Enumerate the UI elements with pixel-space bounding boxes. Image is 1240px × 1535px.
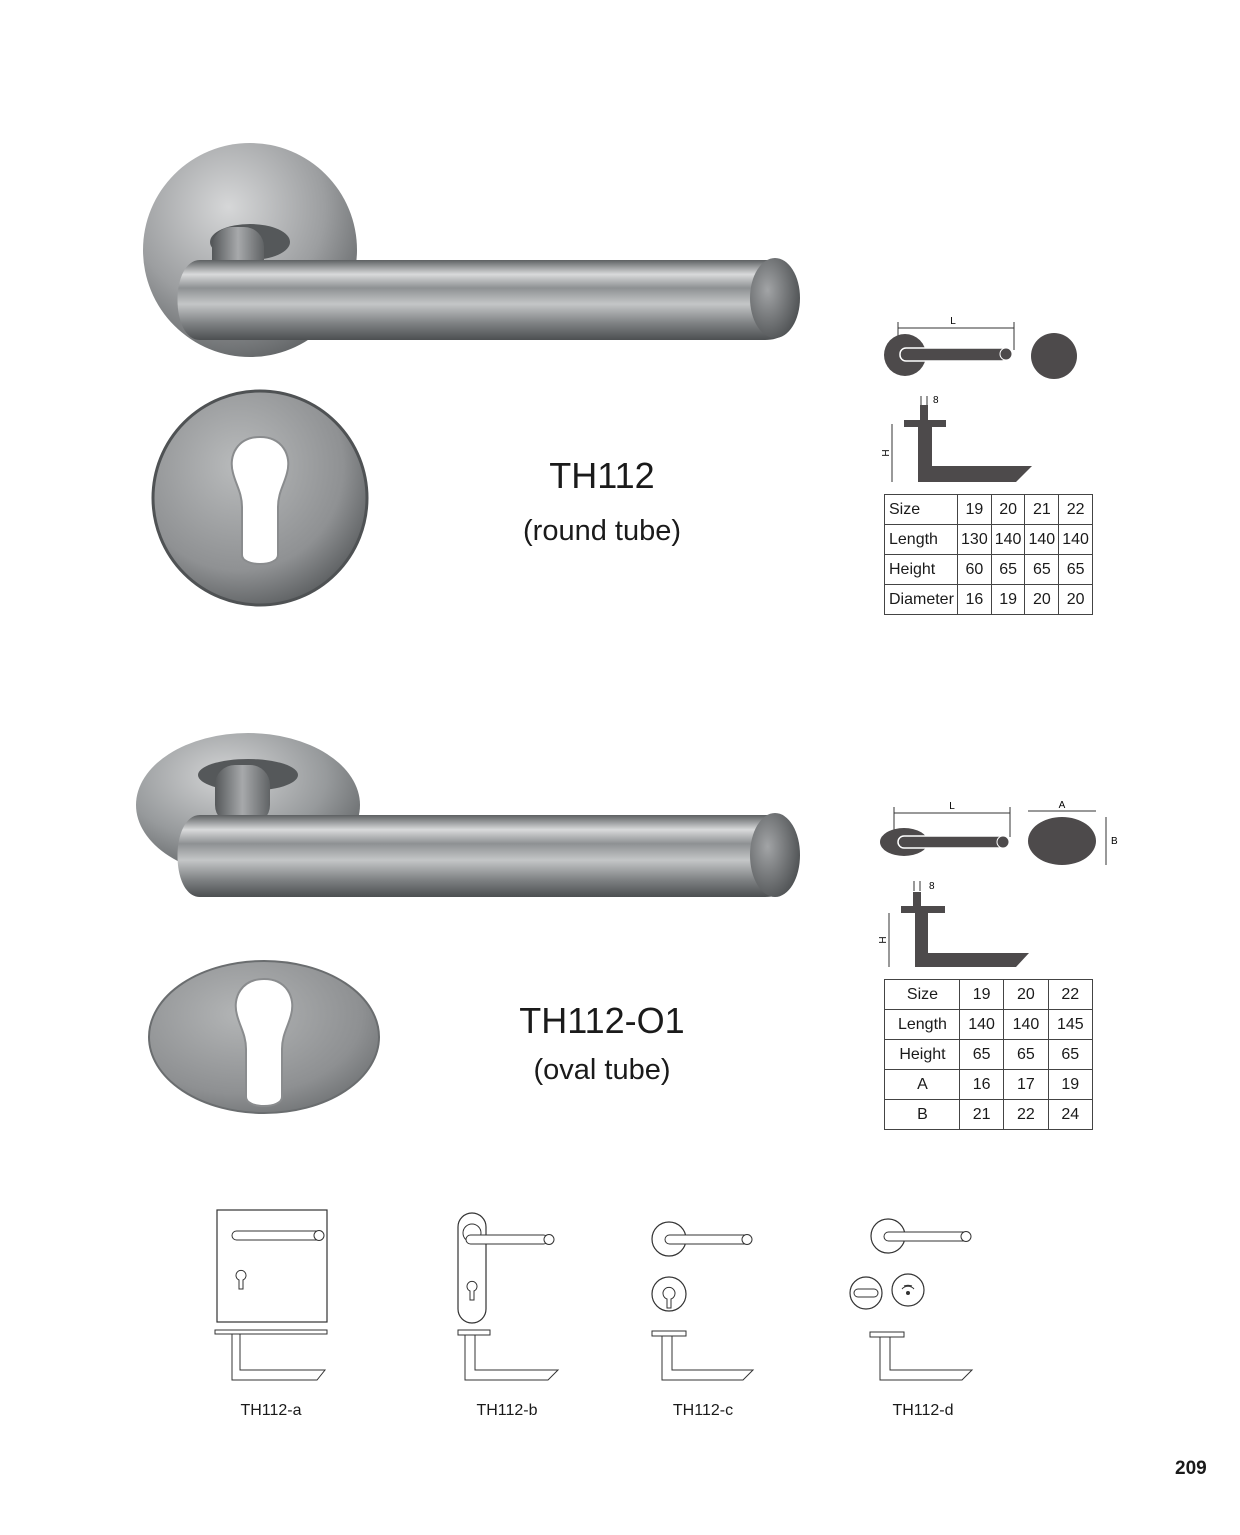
row-label: Size [885, 980, 960, 1010]
table-cell: 140 [959, 1010, 1003, 1040]
table-cell: 19 [958, 495, 992, 525]
table-cell: 140 [1059, 525, 1093, 555]
table-cell: 22 [1059, 495, 1093, 525]
table-cell: 19 [1048, 1070, 1092, 1100]
table-cell: 17 [1004, 1070, 1048, 1100]
table-cell: 65 [1059, 555, 1093, 585]
table-row [885, 495, 1093, 525]
table-row [885, 555, 1093, 585]
row-label: Diameter [885, 585, 958, 615]
variant-label: TH112-c [672, 1402, 734, 1419]
product-subtitle: (round tube) [523, 515, 681, 547]
table-cell: 21 [1025, 495, 1059, 525]
table-cell: 20 [1059, 585, 1093, 615]
th112-dimension-diagram [870, 310, 1100, 490]
table-cell: 22 [1004, 1100, 1048, 1130]
length-dim-label: L [950, 316, 956, 327]
table-cell: 19 [991, 585, 1025, 615]
table-cell: 65 [991, 555, 1025, 585]
table-cell: 60 [958, 555, 992, 585]
length-dim-label: L [949, 801, 955, 812]
table-cell: 16 [959, 1070, 1003, 1100]
table-row [885, 1010, 1093, 1040]
row-label: A [885, 1070, 960, 1100]
row-label: Height [885, 555, 958, 585]
width-dim-label: A [1058, 800, 1066, 811]
table-row [885, 1040, 1093, 1070]
table-row [885, 1070, 1093, 1100]
table-cell: 65 [1025, 555, 1059, 585]
tube-section-icon [1031, 333, 1077, 379]
row-label: Size [885, 495, 958, 525]
table-cell: 145 [1048, 1010, 1092, 1040]
row-label: Height [885, 1040, 960, 1070]
table-cell: 20 [991, 495, 1025, 525]
table-cell: 140 [1004, 1010, 1048, 1040]
privacy-turn-icon [854, 1289, 878, 1297]
oval-section-icon [1028, 817, 1096, 865]
side-profile-icon [915, 913, 1029, 967]
th112-product-photo [130, 135, 820, 625]
table-cell: 65 [1004, 1040, 1048, 1070]
row-label: Length [885, 525, 958, 555]
variant-d-diagram [840, 1212, 980, 1384]
table-cell: 20 [1004, 980, 1048, 1010]
table-row [885, 980, 1093, 1010]
lever-tube [178, 260, 800, 340]
offset-dim-label: 8 [929, 881, 935, 892]
table-cell: 140 [1025, 525, 1059, 555]
th112-spec-table [884, 494, 1093, 615]
depth-dim-label: B [1111, 836, 1118, 847]
lever-tube [178, 815, 800, 897]
side-profile-icon [918, 427, 1032, 482]
variant-label: TH112-d [892, 1402, 954, 1419]
th112-o1-dimension-diagram [870, 795, 1130, 975]
th112-o1-spec-table [884, 979, 1093, 1130]
table-cell: 65 [1048, 1040, 1092, 1070]
table-cell: 20 [1025, 585, 1059, 615]
variant-label: TH112-a [240, 1402, 302, 1419]
table-cell: 65 [959, 1040, 1003, 1070]
product-subtitle: (oval tube) [533, 1054, 671, 1086]
height-dim-label: H [881, 449, 892, 457]
variant-label: TH112-b [476, 1402, 538, 1419]
offset-dim-label: 8 [933, 395, 939, 406]
table-row [885, 1100, 1093, 1130]
table-cell: 16 [958, 585, 992, 615]
table-row [885, 525, 1093, 555]
table-cell: 19 [959, 980, 1003, 1010]
table-cell: 140 [991, 525, 1025, 555]
variant-c-diagram [645, 1215, 765, 1385]
table-cell: 130 [958, 525, 992, 555]
height-dim-label: H [878, 936, 889, 944]
table-cell: 22 [1048, 980, 1092, 1010]
product-model-title: TH112 [549, 455, 655, 496]
row-label: Length [885, 1010, 960, 1040]
variant-b-diagram [448, 1205, 568, 1385]
product-model-title: TH112-O1 [519, 1000, 685, 1041]
table-cell: 21 [959, 1100, 1003, 1130]
table-cell: 24 [1048, 1100, 1092, 1130]
emergency-release-icon [906, 1291, 910, 1295]
page-number: 209 [1175, 1458, 1207, 1479]
table-row [885, 585, 1093, 615]
variant-a-diagram [210, 1205, 340, 1385]
row-label: B [885, 1100, 960, 1130]
